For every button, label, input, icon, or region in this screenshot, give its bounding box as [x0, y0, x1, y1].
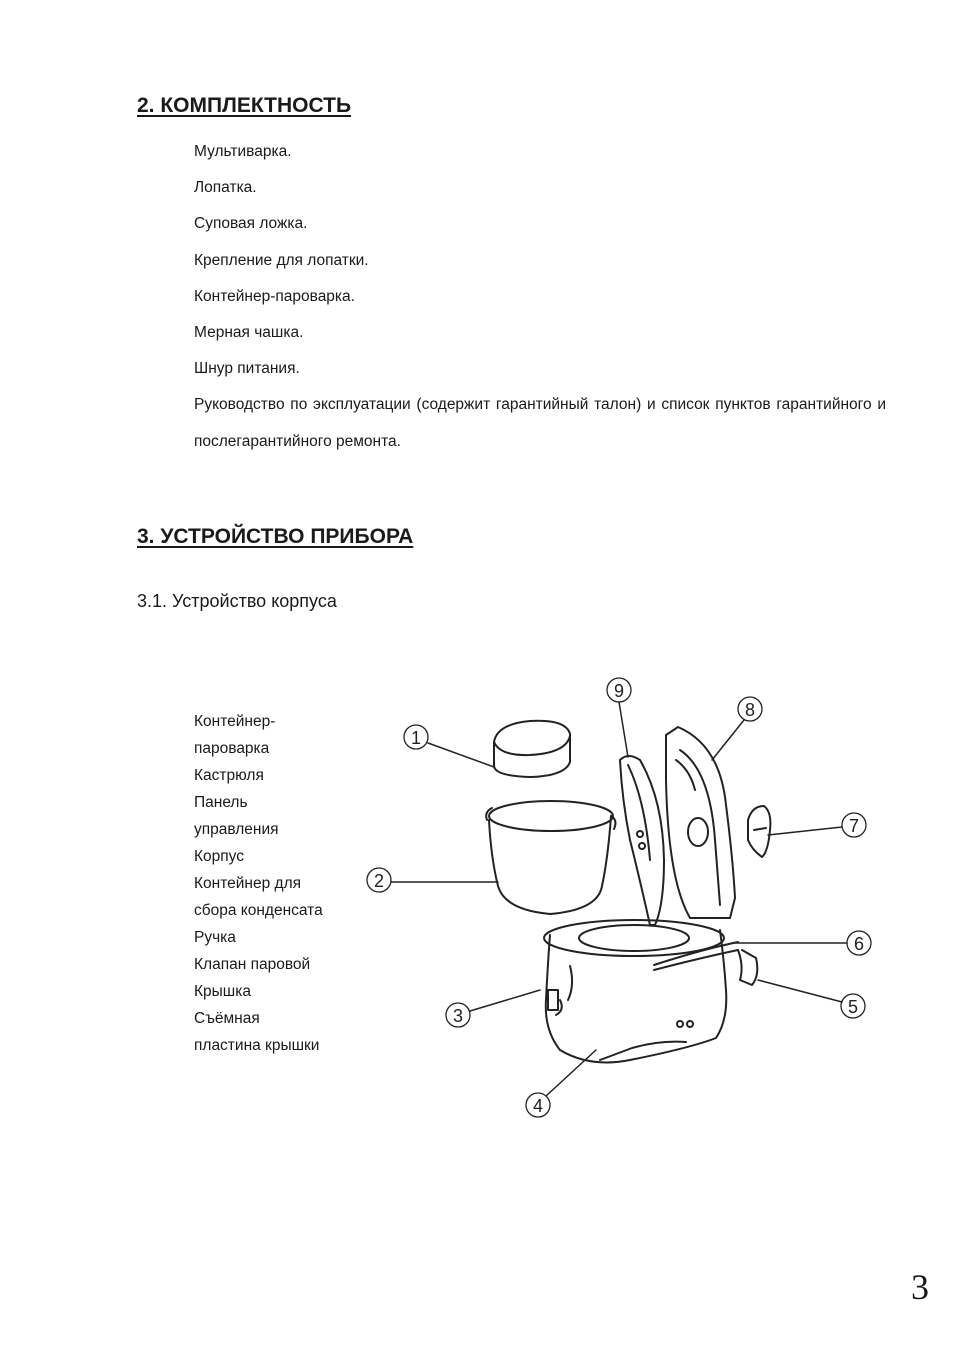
legend-line: Клапан паровой	[194, 956, 311, 973]
svg-text:5: 5	[847, 997, 859, 1017]
svg-text:9: 9	[613, 681, 625, 701]
svg-text:2: 2	[373, 871, 385, 891]
lid-plate-drawing	[620, 756, 664, 925]
legend-line: сбора конденсата	[194, 902, 323, 919]
legend-line: Панель	[194, 794, 248, 811]
list-item: Руководство по эксплуатации (содержит гарантийный талон) и список пунктов гарантийного и послегарантийного ремонта.	[194, 396, 886, 450]
inner-pot-drawing	[486, 801, 615, 914]
callout-4	[526, 1093, 550, 1117]
subsection-title: 3.1. Устройство корпуса	[137, 591, 337, 611]
section-3-heading: 3. УСТРОЙСТВО ПРИБОРА	[137, 525, 414, 548]
section-2-heading: 2. КОМПЛЕКТНОСТЬ	[137, 94, 352, 117]
steamer-container-drawing	[494, 721, 570, 777]
svg-text:3: 3	[452, 1006, 464, 1026]
svg-text:7: 7	[848, 816, 860, 836]
callout-1	[404, 725, 428, 749]
cooker-body-drawing	[544, 920, 757, 1062]
list-item: Суповая ложка.	[194, 215, 308, 233]
legend-line: пароварка	[194, 740, 270, 757]
legend-line: Крышка	[194, 983, 251, 1000]
callout-7	[842, 813, 866, 837]
callout-3	[446, 1003, 470, 1027]
callout-6	[847, 931, 871, 955]
svg-text:4: 4	[532, 1096, 544, 1116]
svg-text:1: 1	[410, 728, 422, 748]
legend-line: Ручка	[194, 929, 236, 946]
leader-lines	[391, 702, 847, 1096]
page-number: 3	[911, 1267, 929, 1307]
legend-line: Контейнер для	[194, 875, 302, 892]
list-item: Мультиварка.	[194, 143, 292, 160]
list-item: Крепление для лопатки.	[194, 251, 369, 269]
legend-line: Съёмная	[194, 1010, 260, 1027]
list-item: Лопатка.	[194, 179, 257, 197]
callout-9	[607, 678, 631, 702]
legend-line: пластина крышки	[194, 1037, 320, 1054]
list-item: Шнур питания.	[194, 360, 300, 378]
callout-5	[841, 994, 865, 1018]
legend-line: управления	[194, 821, 279, 838]
legend-line: Корпус	[194, 848, 244, 865]
list-item: Мерная чашка.	[194, 323, 304, 341]
steam-valve-drawing	[748, 806, 770, 857]
svg-text:6: 6	[853, 934, 865, 954]
callout-8	[738, 697, 762, 721]
callout-2	[367, 868, 391, 892]
legend-line: Кастрюля	[194, 767, 264, 784]
list-item: Контейнер-пароварка.	[194, 287, 355, 305]
open-lid-drawing	[666, 727, 735, 918]
legend-line: Контейнер-	[194, 713, 276, 730]
svg-text:8: 8	[744, 700, 756, 720]
